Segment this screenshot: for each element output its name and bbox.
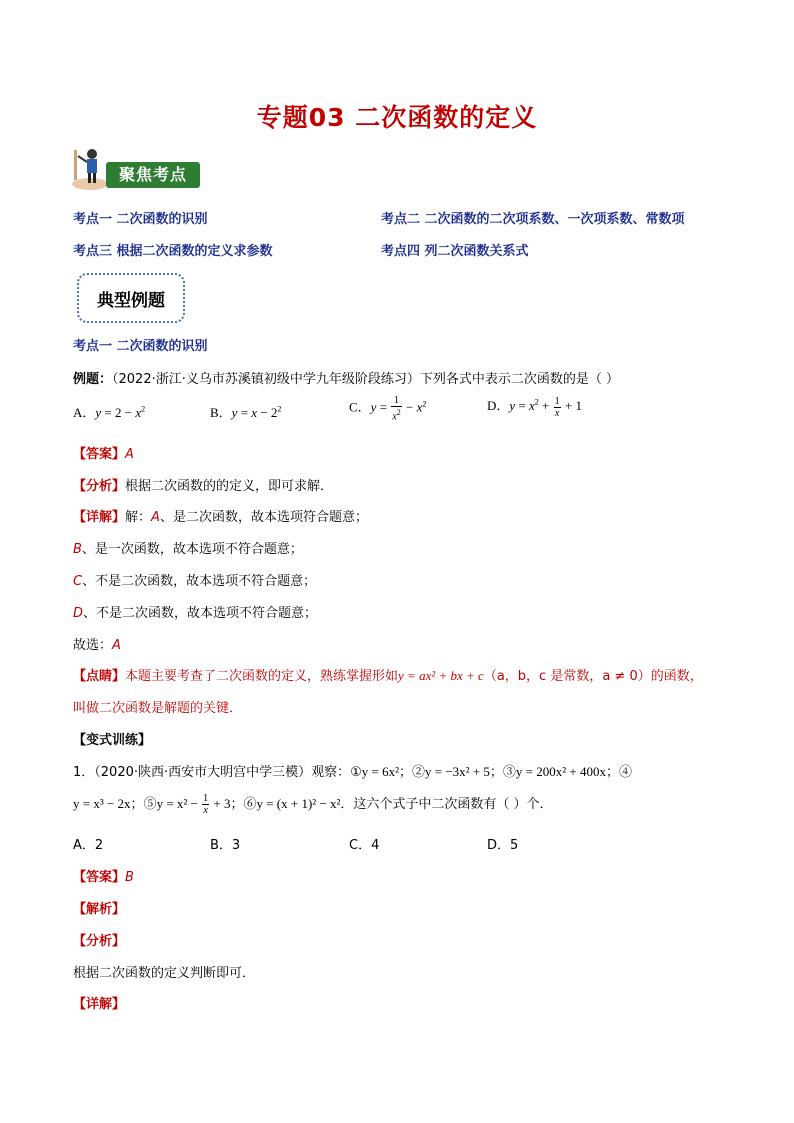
- q1-detail-tag: 【详解】: [73, 997, 126, 1012]
- example-label: 例题：: [73, 372, 113, 387]
- typical-example-badge: [77, 273, 185, 323]
- option-c: C．y = $\frac{1}{x^2}$ − $x^2$: [349, 395, 427, 423]
- q1-option-a: A．2: [73, 838, 104, 853]
- comment-line-2: 叫做二次函数是解题的关键．: [73, 701, 243, 716]
- variant-heading: 【变式训练】: [73, 733, 152, 748]
- detail-line-1: 【详解】解：A、是二次函数，故本选项符合题意；: [73, 510, 368, 525]
- choose-line: 故选：A: [73, 638, 121, 653]
- q1-jiexi: 【解析】: [73, 902, 126, 917]
- q1-analysis-tag: 【分析】: [73, 934, 126, 949]
- kaodian-1: 考点一 二次函数的识别: [73, 212, 208, 227]
- badge-label: 典型例题: [97, 291, 165, 311]
- q1-option-d: D．5: [487, 838, 519, 853]
- page-title: 专题03 二次函数的定义: [256, 103, 538, 132]
- q1-line-1: 1．（2020·陕西·西安市大明宫中学三模）观察：①y = 6x²；②y = −3x² + 5；③y = 200x² + 400x；④: [73, 764, 632, 780]
- detail-line-2: B、是一次函数，故本选项不符合题意；: [73, 542, 303, 557]
- kaodian-3: 考点三 根据二次函数的定义求参数: [73, 244, 273, 259]
- analysis-line: 【分析】根据二次函数的的定义，即可求解．: [73, 479, 334, 494]
- detail-line-3: C、不是二次函数，故本选项不符合题意；: [73, 574, 317, 589]
- answer-line: 【答案】A: [73, 447, 134, 462]
- option-d: D．$y = x^2$ + $\frac{1}{x}$ + 1: [487, 395, 582, 419]
- q1-option-b: B．3: [210, 838, 241, 853]
- q1-option-c: C．4: [349, 838, 380, 853]
- example-question: [73, 368, 619, 387]
- section-heading: 考点一 二次函数的识别: [73, 339, 208, 354]
- kaodian-4: 考点四 列二次函数关系式: [381, 244, 529, 259]
- q1-answer: 【答案】B: [73, 870, 134, 885]
- option-a: A．$y = 2 - x^2$: [73, 404, 146, 420]
- comment-line-1: 【点睛】本题主要考查了二次函数的定义，熟练掌握形如y = ax² + bx + c（a，b，c 是常数，a ≠ 0）的函数，: [73, 668, 703, 684]
- banner-label: 聚焦考点: [106, 162, 200, 188]
- option-b: B．$y = x - 2^2$: [210, 404, 282, 420]
- detail-line-4: D、不是二次函数，故本选项不符合题意；: [73, 606, 318, 621]
- q1-line-2: y = x³ − 2x；⑤y = x² − $\frac{1}{x}$ + 3；⑥y = (x + 1)² − x²．这六个式子中二次函数有（ ）个．: [73, 793, 553, 816]
- q1-analysis: 根据二次函数的定义判断即可．: [73, 966, 256, 981]
- focus-banner: [70, 146, 202, 192]
- example-text: （2022·浙江·义乌市苏溪镇初级中学九年级阶段练习）下列各式中表示二次函数的是（ ）: [112, 372, 619, 387]
- kaodian-2: 考点二 二次函数的二次项系数、一次项系数、常数项: [381, 212, 685, 227]
